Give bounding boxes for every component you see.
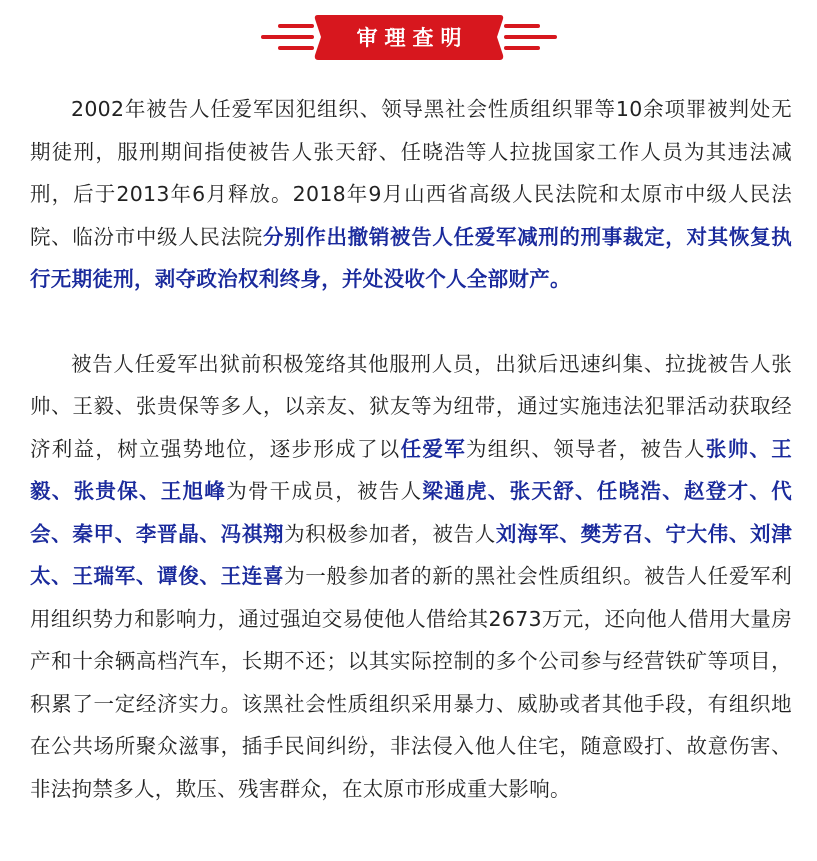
paragraph-1 (30, 88, 792, 301)
text-segment: 为组织、领导者，被告人 (466, 436, 706, 461)
text-segment: 为一般参加者的新的黑社会性质组织。被告人任爱军利用组织势力和影响力，通过强迫交易使他人借给其2673万元，还向他人借用大量房产和十余辆高档汽车，长期不还；以其实际控制的多个公司参与经营铁矿等项目，积累了一定经济实力。该黑社会性质组织采用暴力、威胁或者其他手段，有组织地在公共场所聚众滋事，插手民间纠纷，非法侵入他人住宅，随意殴打、故意伤害、非法拘禁多人，欺压、残害群众，在太原市形成重大影响。 (30, 564, 792, 801)
paragraph-2 (30, 343, 792, 811)
highlighted-general-participants: 刘海军、樊芳召、宁大伟、刘津太、王瑞军、谭俊、王连喜 (30, 521, 793, 588)
text-segment: 被告人任爱军出狱前积极笼络其他服刑人员，出狱后迅速纠集、拉拢被告人张帅、王毅、张贵保等多人，以亲友、狱友等为纽带，通过实施违法犯罪活动获取经济利益，树立强势地位，逐步形成了以 (30, 351, 792, 461)
highlighted-leader-name: 任爱军 (400, 436, 466, 461)
highlighted-text: 分别作出撤销被告人任爱军减刑的刑事裁定，对其恢复执行无期徒刑，剥夺政治权利终身，并处没收个人全部财产。 (30, 224, 792, 291)
text-segment: 为积极参加者，被告人 (284, 521, 496, 546)
highlighted-active-participants: 梁通虎、张天舒、任晓浩、赵登才、代会、秦甲、李晋晶、冯祺翔 (30, 479, 792, 546)
text-segment: 为骨干成员，被告人 (226, 479, 423, 503)
section-title: 审理查明 (356, 26, 469, 50)
text-segment: 2002年被告人任爱军因犯组织、领导黑社会性质组织罪等10余项罪被判处无期徒刑，服刑期间指使被告人张天舒、任晓浩等人拉拢国家工作人员为其违法减刑，后于2013年6月释放。2018年9月山西省高级人民法院和太原市中级人民法院、临汾市中级人民法院 (30, 97, 792, 249)
highlighted-core-members: 张帅、王毅、张贵保、王旭峰 (30, 436, 792, 503)
article-body (30, 88, 792, 810)
section-header-banner (0, 0, 817, 70)
